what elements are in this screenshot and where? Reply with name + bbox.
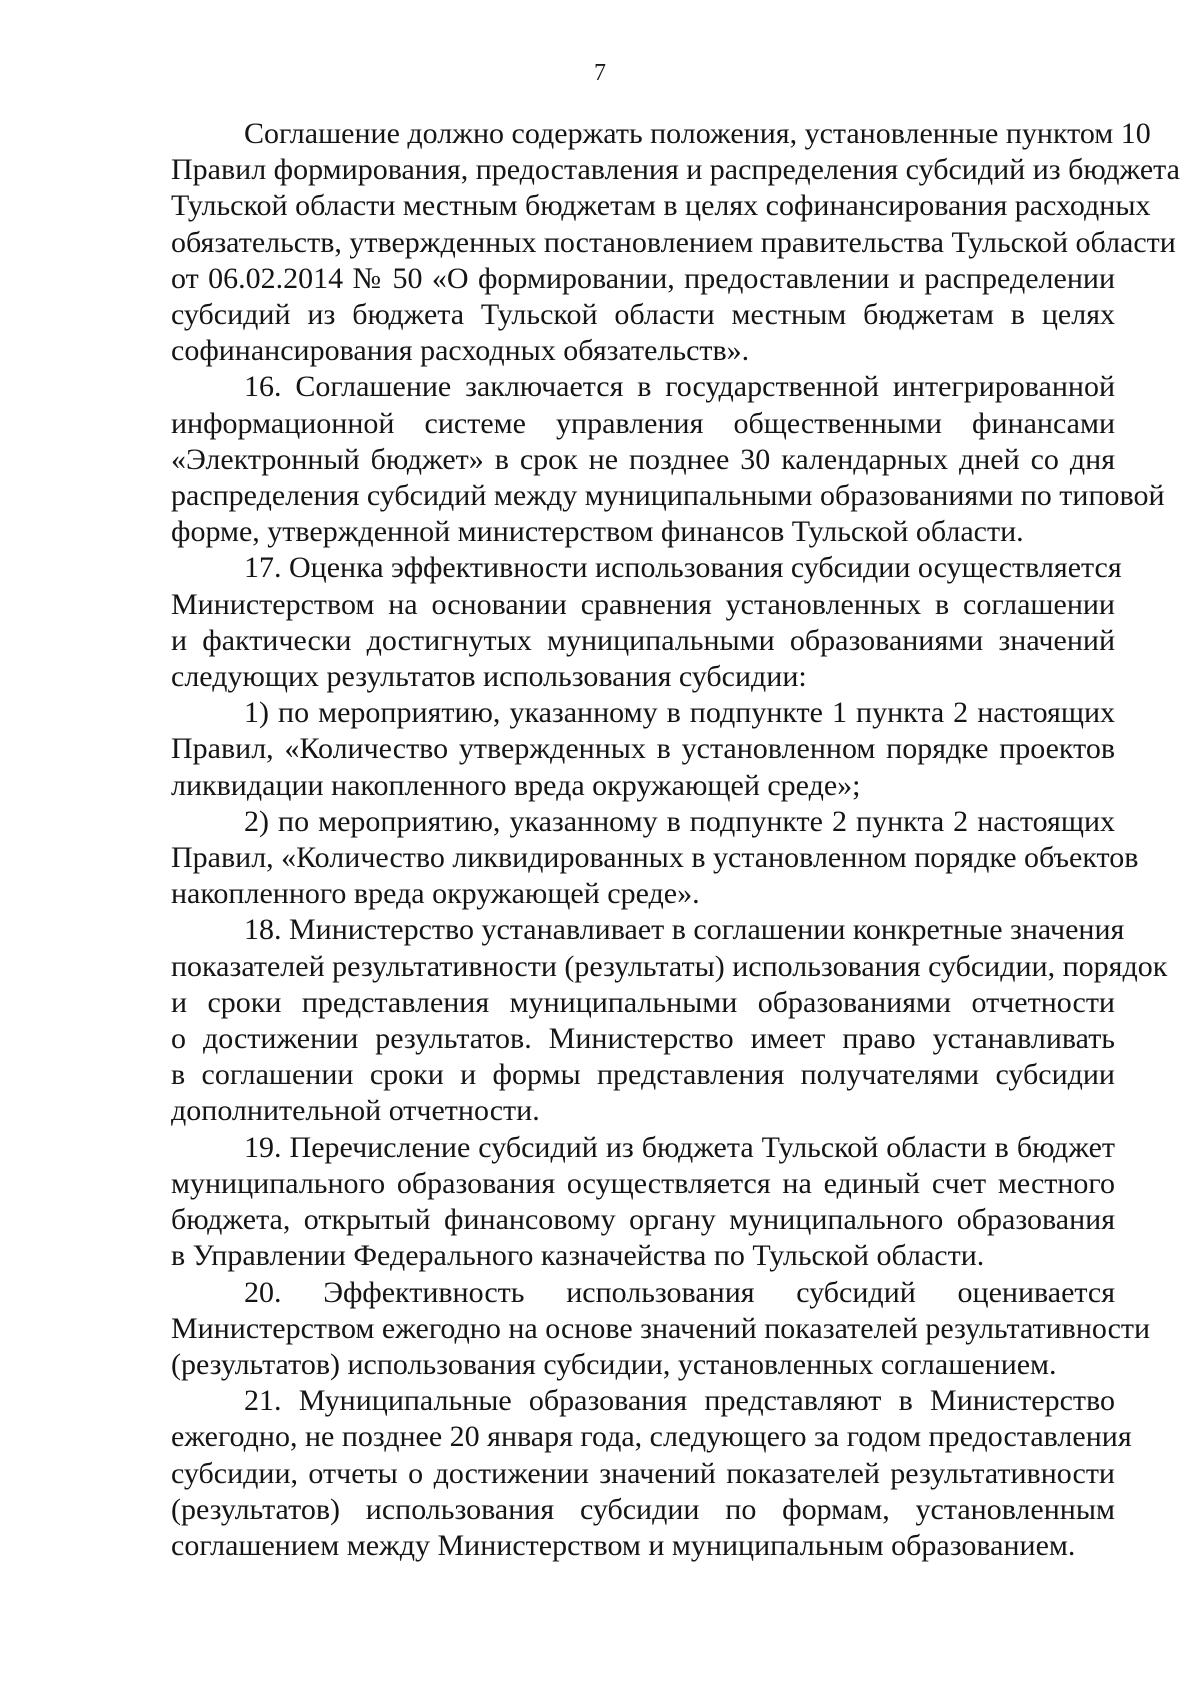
paragraph bbox=[171, 369, 1165, 550]
text-line: «Электронный бюджет» в срок не позднее 30 календарных дней со дня bbox=[171, 442, 1115, 476]
text-line: субсидий из бюджета Тульской области местным бюджетам в целях bbox=[171, 298, 1115, 332]
document-body bbox=[171, 116, 1180, 1564]
paragraph bbox=[171, 695, 1115, 804]
text-line: муниципального образования осуществляется на единый счет местного bbox=[171, 1166, 1115, 1200]
text-line: следующих результатов использования субсидии: bbox=[171, 660, 807, 694]
text-line: Правил, «Количество утвержденных в установленном порядке проектов bbox=[171, 732, 1115, 766]
text-line: (результатов) использования субсидии по формам, установленным bbox=[171, 1492, 1115, 1526]
text-line: информационной системе управления общественными финансами bbox=[171, 406, 1115, 440]
text-line: о достижении результатов. Министерство имеет право устанавливать bbox=[171, 1022, 1115, 1056]
text-line: ежегодно, не позднее 20 января года, следующего за годом предоставления bbox=[171, 1420, 1132, 1454]
text-line: (результатов) использования субсидии, установленных соглашением. bbox=[171, 1347, 1057, 1381]
text-line: обязательств, утвержденных постановлением правительства Тульской области bbox=[171, 225, 1176, 259]
text-line: накопленного вреда окружающей среде». bbox=[171, 877, 700, 911]
text-line: в соглашении сроки и формы представления получателями субсидии bbox=[171, 1058, 1115, 1092]
paragraph bbox=[171, 550, 1122, 695]
text-line: ликвидации накопленного вреда окружающей среде»; bbox=[171, 768, 861, 802]
text-line: софинансирования расходных обязательств». bbox=[171, 334, 750, 368]
text-line: Правил, «Количество ликвидированных в установленном порядке объектов bbox=[171, 841, 1139, 875]
paragraph bbox=[171, 116, 1180, 369]
text-line: и сроки представления муниципальными образованиями отчетности bbox=[171, 985, 1115, 1019]
text-line: Министерством ежегодно на основе значений показателей результативности bbox=[171, 1311, 1151, 1345]
text-line: распределения субсидий между муниципальными образованиями по типовой bbox=[171, 479, 1165, 513]
paragraph bbox=[171, 1130, 1115, 1275]
text-line: от 06.02.2014 № 50 «О формировании, предоставлении и распределении bbox=[171, 261, 1115, 295]
text-line: 16. Соглашение заключается в государственной интегрированной bbox=[244, 370, 1115, 404]
text-line: и фактически достигнутых муниципальными образованиями значений bbox=[171, 623, 1115, 657]
text-line: 17. Оценка эффективности использования субсидии осуществляется bbox=[244, 551, 1122, 585]
text-line: Министерством на основании сравнения установленных в соглашении bbox=[171, 587, 1115, 621]
text-line: 1) по мероприятию, указанному в подпункте 1 пункта 2 настоящих bbox=[244, 696, 1115, 730]
page-number: 7 bbox=[594, 60, 606, 86]
text-line: 21. Муниципальные образования представляют в Министерство bbox=[244, 1384, 1115, 1418]
text-line: бюджета, открытый финансовому органу муниципального образования bbox=[171, 1203, 1115, 1237]
text-line: 18. Министерство устанавливает в соглашении конкретные значения bbox=[244, 913, 1125, 947]
text-line: Соглашение должно содержать положения, установленные пунктом 10 bbox=[244, 117, 1151, 150]
text-line: показателей результативности (результаты) использования субсидии, порядок bbox=[171, 949, 1168, 983]
text-line: дополнительной отчетности. bbox=[171, 1094, 540, 1128]
text-line: 2) по мероприятию, указанному в подпункте 2 пункта 2 настоящих bbox=[244, 804, 1115, 838]
text-line: в Управлении Федерального казначейства по Тульской области. bbox=[171, 1239, 985, 1273]
text-line: Правил формирования, предоставления и распределения субсидий из бюджета bbox=[171, 153, 1180, 187]
text-line: форме, утвержденной министерством финансов Тульской области. bbox=[171, 515, 1024, 549]
paragraph bbox=[171, 804, 1139, 913]
paragraph bbox=[171, 912, 1168, 1129]
text-line: 20. Эффективность использования субсидий оценивается bbox=[244, 1275, 1115, 1309]
text-line: Тульской области местным бюджетам в целях софинансирования расходных bbox=[171, 189, 1151, 223]
paragraph bbox=[171, 1383, 1132, 1564]
paragraph bbox=[171, 1275, 1151, 1384]
text-line: соглашением между Министерством и муниципальным образованием. bbox=[171, 1528, 1076, 1562]
text-line: 19. Перечисление субсидий из бюджета Тульской области в бюджет bbox=[244, 1130, 1115, 1164]
text-line: субсидии, отчеты о достижении значений показателей результативности bbox=[171, 1456, 1115, 1490]
